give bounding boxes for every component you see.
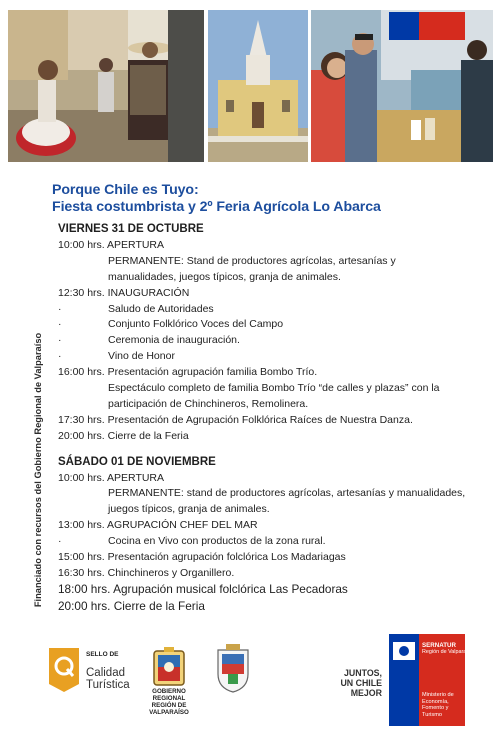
gobierno-line-2: REGIÓN DE VALPARAÍSO	[149, 702, 189, 716]
program-item	[58, 254, 396, 268]
program-item-text: 13:00 hrs. AGRUPACIÓN CHEF DEL MAR	[58, 519, 258, 532]
program-item	[58, 302, 214, 316]
photo-church	[208, 10, 308, 162]
program-item-text: 12:30 hrs. INAUGURACIÓN	[58, 286, 190, 299]
program-day-heading	[58, 222, 204, 236]
program-item-text: Conjunto Folklórico Voces del Campo	[108, 318, 284, 331]
program-item	[58, 317, 284, 331]
program-item	[58, 471, 164, 485]
gobierno-regional-label	[137, 688, 201, 716]
bullet-icon: ·	[58, 535, 62, 548]
program-item	[58, 534, 326, 548]
program-item	[58, 397, 309, 411]
program-item-text: 10:00 hrs. APERTURA	[58, 471, 165, 484]
bullet-icon: ·	[58, 334, 62, 347]
sello-line-1: Calidad	[86, 667, 125, 679]
program-item-text: 10:00 hrs. APERTURA	[58, 238, 165, 251]
title-line-1: Porque Chile es Tuyo:	[52, 182, 199, 198]
program-item-text: 15:00 hrs. Presentación agrupación folclórica Los Madariagas	[58, 551, 346, 563]
event-title	[52, 182, 381, 215]
title-line-2: Fiesta costumbrista y 2º Feria Agrícola Lo Abarca	[52, 198, 381, 215]
program-item-text: juegos típicos, granja de animales.	[108, 503, 270, 516]
program-item	[58, 429, 189, 443]
municipal-crest-icon	[214, 644, 252, 699]
slogan-line-2: UN CHILE	[340, 678, 382, 688]
program-item-text: Espectáculo completo de familia Bombo Trío “de calles y plazas” con la	[108, 382, 440, 394]
sello-calidad-logo	[49, 648, 79, 692]
funding-note: Financiado con recursos del Gobierno Regional de Valparaíso	[33, 332, 43, 608]
program-item-text: participación de Chinchineros, Remolinera.	[108, 397, 309, 410]
slogan	[327, 668, 382, 698]
program-item-text: PERMANENTE: Stand de productores agrícolas, artesanías y	[108, 254, 396, 267]
program-item	[58, 566, 234, 580]
program-item	[58, 599, 205, 613]
program-item	[58, 381, 440, 395]
program-item-text: manualidades, juegos típicos, granja de animales.	[108, 270, 341, 283]
slogan-line-1: JUNTOS,	[344, 668, 382, 678]
program-item	[58, 286, 189, 300]
program-day-heading	[58, 455, 216, 469]
sernatur-title: SERNATUR	[422, 642, 456, 649]
ministerio-label: Ministerio de Economía, Fomento y Turismo	[422, 692, 454, 718]
program-item	[58, 365, 317, 379]
program-item	[58, 582, 348, 596]
program-item-text: 16:30 hrs. Chinchineros y Organillero.	[58, 566, 235, 579]
sello-label: SELLO DE	[86, 651, 119, 658]
gobierno-regional-crest-icon	[152, 647, 186, 692]
photo-dancers	[8, 10, 204, 162]
sernatur-name	[422, 642, 473, 656]
program-item	[58, 518, 258, 532]
bullet-icon: ·	[58, 318, 62, 331]
slogan-line-3: MEJOR	[350, 688, 382, 698]
program-item-text: SÁBADO 01 DE NOVIEMBRE	[58, 455, 216, 468]
sernatur-region: Región de Valparaíso	[422, 649, 474, 655]
gobierno-line-1: GOBIERNO REGIONAL	[152, 688, 186, 702]
sello-name	[86, 667, 130, 691]
program-item-text: 18:00 hrs. Agrupación musical folclórica Las Pecadoras	[58, 581, 348, 596]
chile-flag-bar	[389, 12, 465, 40]
program-item-text: Vino de Honor	[108, 350, 175, 363]
program-item	[58, 349, 175, 363]
program-item	[58, 333, 240, 347]
program-item-text: 20:00 hrs. Cierre de la Feria	[58, 598, 205, 613]
program-item	[58, 270, 341, 284]
program-item-text: 20:00 hrs. Cierre de la Feria	[58, 429, 189, 442]
program-item-text: 17:30 hrs. Presentación de Agrupación Folklórica Raíces de Nuestra Danza.	[58, 413, 413, 426]
program-item-text: PERMANENTE: stand de productores agrícolas, artesanías y manualidades,	[108, 487, 466, 500]
bullet-icon: ·	[58, 350, 62, 363]
sello-line-2: Turística	[86, 679, 130, 691]
program-item-text: VIERNES 31 DE OCTUBRE	[58, 223, 204, 235]
program-item-text: 16:00 hrs. Presentación agrupación familia Bombo Trío.	[58, 366, 318, 379]
program-item	[58, 550, 346, 564]
program-item-text: Cocina en Vivo con productos de la zona rural.	[108, 535, 326, 548]
program-item-text: Ceremonia de inauguración.	[108, 334, 240, 347]
program-item	[58, 502, 270, 516]
program-item	[58, 486, 466, 500]
program-item	[58, 238, 164, 252]
program-item-text: Saludo de Autoridades	[108, 302, 214, 315]
program-item	[58, 413, 413, 427]
bullet-icon: ·	[58, 302, 62, 315]
